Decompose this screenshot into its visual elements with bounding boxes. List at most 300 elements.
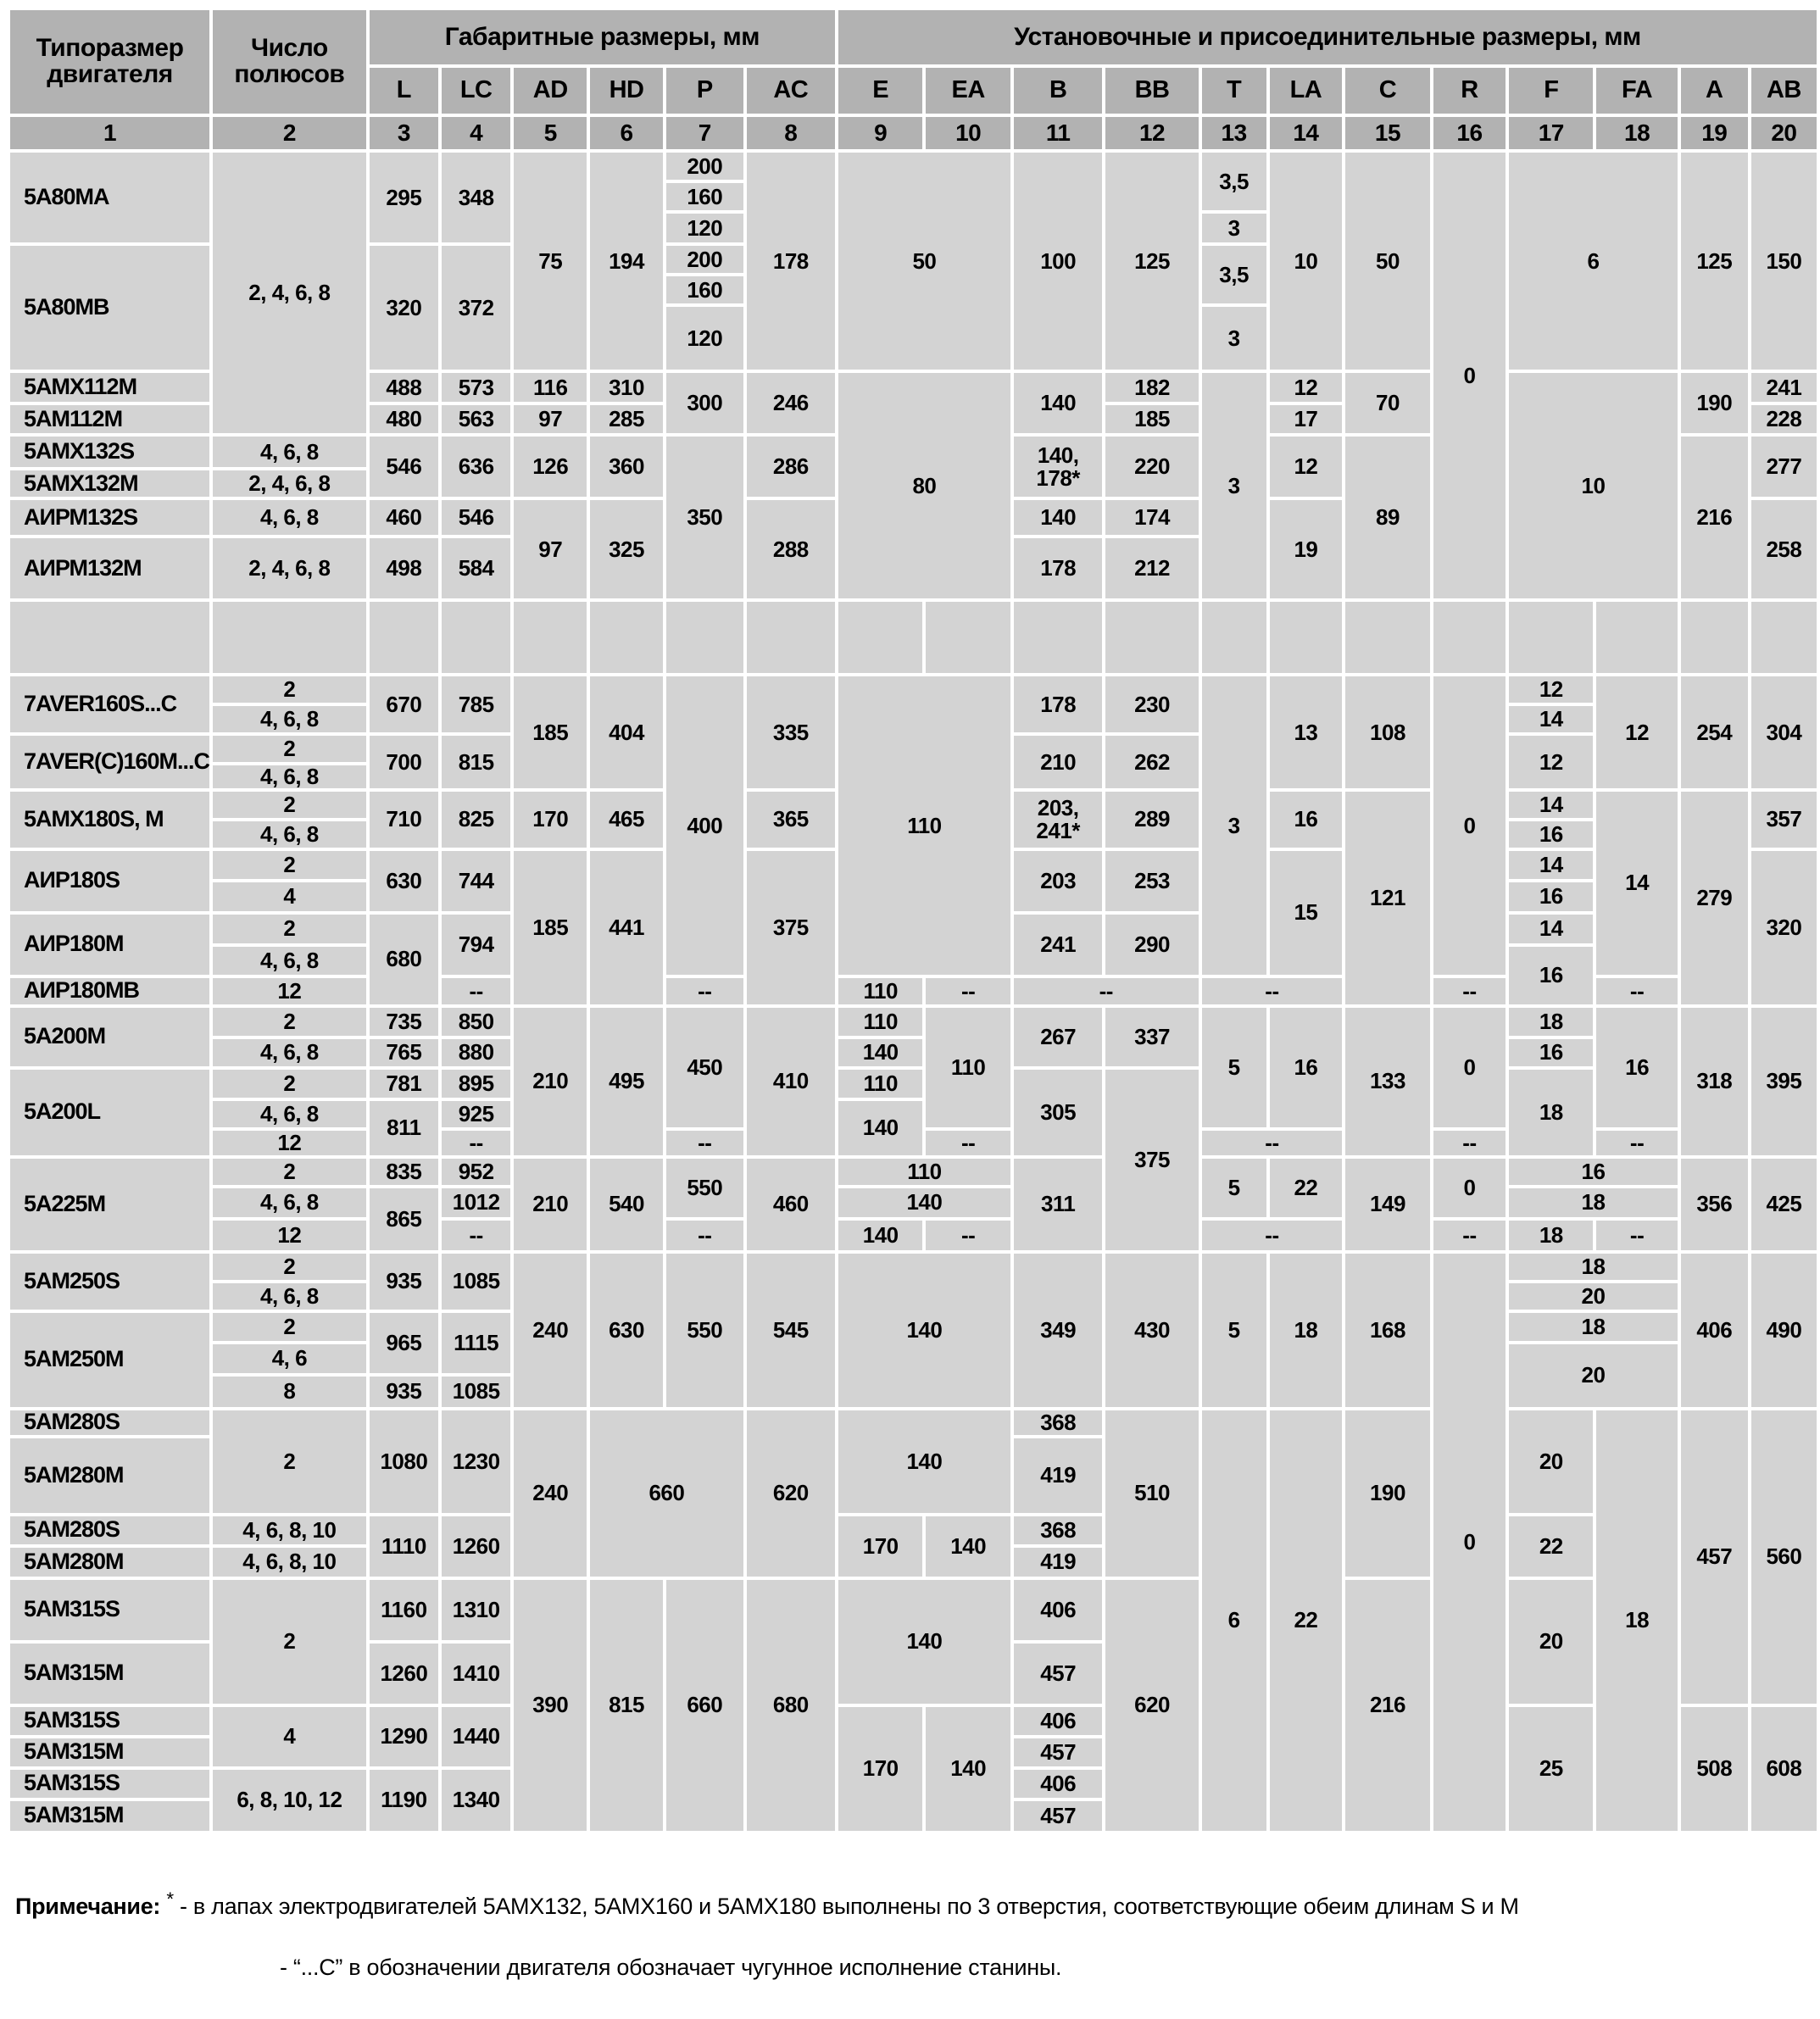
value-cell: 178: [747, 153, 835, 370]
value-cell: 785: [442, 676, 510, 732]
value-cell: 1230: [442, 1410, 510, 1513]
header-number-9: 9: [838, 117, 922, 149]
value-cell: 0: [1433, 1159, 1506, 1217]
value-cell: 360: [590, 437, 663, 497]
table-row: [10, 1070, 1817, 1098]
value-cell: 150: [1751, 153, 1817, 370]
motor-type-cell: 5А80МВ: [10, 246, 209, 370]
header-number-13: 13: [1202, 117, 1266, 149]
motor-type-cell: 5АМ280S: [10, 1410, 209, 1435]
value-cell: 3: [1202, 676, 1266, 975]
value-cell: 140: [926, 1707, 1010, 1831]
value-cell: 126: [514, 437, 587, 497]
value-cell: 2, 4, 6, 8: [213, 470, 366, 497]
value-cell: [1509, 602, 1593, 673]
value-cell: 285: [590, 405, 663, 433]
value-cell: 0: [1433, 1254, 1506, 1831]
header-number-2: 2: [213, 117, 366, 149]
value-cell: 50: [1345, 153, 1429, 370]
value-cell: --: [1433, 978, 1506, 1004]
value-cell: 5: [1202, 1159, 1266, 1217]
value-cell: 457: [1014, 1644, 1103, 1704]
value-cell: [747, 602, 835, 673]
value-cell: 89: [1345, 437, 1429, 598]
value-cell: 70: [1345, 373, 1429, 433]
value-cell: [1751, 602, 1817, 673]
value-cell: 375: [747, 851, 835, 1004]
value-cell: 12: [1270, 437, 1343, 497]
value-cell: 350: [666, 437, 743, 598]
header-number-3: 3: [370, 117, 438, 149]
table-row: [10, 602, 1817, 673]
motor-type-cell: 7AVER160S...C: [10, 676, 209, 732]
value-cell: 22: [1509, 1516, 1593, 1577]
value-cell: 1115: [442, 1313, 510, 1373]
value-cell: 700: [370, 736, 438, 788]
value-cell: [666, 602, 743, 673]
table-row: [10, 1254, 1817, 1280]
value-cell: 170: [838, 1707, 922, 1831]
value-cell: 241: [1751, 373, 1817, 402]
value-cell: 220: [1105, 437, 1198, 497]
value-cell: 6: [1202, 1410, 1266, 1831]
header-letter-A: A: [1681, 68, 1748, 114]
value-cell: 160: [666, 276, 743, 303]
value-cell: 490: [1751, 1254, 1817, 1407]
motor-type-cell: 5А225М: [10, 1159, 209, 1250]
value-cell: 620: [1105, 1580, 1198, 1831]
value-cell: 286: [747, 437, 835, 497]
value-cell: 200: [666, 153, 743, 180]
value-cell: 267: [1014, 1008, 1103, 1066]
value-cell: 1260: [442, 1516, 510, 1577]
header-letter-AD: AD: [514, 68, 587, 114]
motor-type-cell: 5А80МА: [10, 153, 209, 242]
header-number-17: 17: [1509, 117, 1593, 149]
value-cell: 212: [1105, 538, 1198, 598]
value-cell: 14: [1509, 915, 1593, 943]
value-cell: 1340: [442, 1770, 510, 1831]
header-letter-R: R: [1433, 68, 1506, 114]
value-cell: 835: [370, 1159, 438, 1185]
value-cell: 5: [1202, 1254, 1266, 1407]
motor-type-cell: 5АМ112М: [10, 405, 209, 433]
table-row: [10, 1516, 1817, 1544]
value-cell: 560: [1751, 1410, 1817, 1704]
value-cell: --: [442, 1131, 510, 1155]
value-cell: 965: [370, 1313, 438, 1373]
value-cell: 450: [666, 1008, 743, 1127]
value-cell: 325: [590, 500, 663, 598]
motor-type-cell: АИР180S: [10, 851, 209, 911]
value-cell: [1202, 602, 1266, 673]
value-cell: 4, 6, 8, 10: [213, 1548, 366, 1577]
value-cell: [590, 602, 663, 673]
value-cell: 460: [370, 500, 438, 535]
value-cell: 190: [1345, 1410, 1429, 1577]
header-letter-FA: FA: [1596, 68, 1677, 114]
header-number-16: 16: [1433, 117, 1506, 149]
value-cell: --: [666, 978, 743, 1004]
value-cell: 404: [590, 676, 663, 788]
value-cell: 140, 178*: [1014, 437, 1103, 497]
footnote-star: *: [166, 1888, 174, 1910]
value-cell: 18: [1509, 1313, 1678, 1341]
header-number-10: 10: [926, 117, 1010, 149]
value-cell: [1270, 602, 1343, 673]
value-cell: 3: [1202, 307, 1266, 370]
value-cell: 400: [666, 676, 743, 975]
value-cell: 216: [1681, 437, 1748, 598]
value-cell: 2: [213, 851, 366, 879]
header-number-8: 8: [747, 117, 835, 149]
value-cell: 4: [213, 882, 366, 911]
value-cell: 744: [442, 851, 510, 911]
value-cell: 320: [1751, 851, 1817, 1004]
value-cell: 14: [1509, 792, 1593, 818]
value-cell: 15: [1270, 851, 1343, 975]
value-cell: 12: [213, 1221, 366, 1250]
value-cell: 2: [213, 915, 366, 943]
value-cell: 14: [1509, 706, 1593, 732]
value-cell: 2, 4, 6, 8: [213, 538, 366, 598]
value-cell: 1440: [442, 1707, 510, 1766]
header-group-dims: Габаритные размеры, мм: [370, 10, 835, 64]
value-cell: 395: [1751, 1008, 1817, 1155]
motor-type-cell: 5АМХ132М: [10, 470, 209, 497]
value-cell: 120: [666, 214, 743, 242]
value-cell: 305: [1014, 1070, 1103, 1155]
value-cell: 12: [1270, 373, 1343, 402]
motor-type-cell: АИРМ132S: [10, 500, 209, 535]
value-cell: 16: [1509, 947, 1593, 1004]
motor-type-cell: АИР180М: [10, 915, 209, 975]
value-cell: 2: [213, 1580, 366, 1704]
value-cell: 210: [514, 1159, 587, 1250]
value-cell: 441: [590, 851, 663, 1004]
header-number-19: 19: [1681, 117, 1748, 149]
value-cell: 8: [213, 1377, 366, 1407]
value-cell: 546: [370, 437, 438, 497]
value-cell: 1110: [370, 1516, 438, 1577]
value-cell: 735: [370, 1008, 438, 1036]
value-cell: 290: [1105, 915, 1198, 975]
value-cell: 498: [370, 538, 438, 598]
value-cell: 1310: [442, 1580, 510, 1640]
value-cell: 2, 4, 6, 8: [213, 153, 366, 433]
value-cell: 16: [1509, 821, 1593, 848]
value-cell: 140: [838, 1039, 922, 1066]
value-cell: --: [1433, 1221, 1506, 1250]
value-cell: 460: [747, 1159, 835, 1250]
value-cell: [213, 602, 366, 673]
value-cell: 230: [1105, 676, 1198, 732]
value-cell: 815: [590, 1580, 663, 1831]
footnote-text-1: - в лапах электродвигателей 5АМХ132, 5АМХ160 и 5АМХ180 выполнены по 3 отверстия, соответствующие обеим длинам S и М: [180, 1894, 1519, 1919]
value-cell: 228: [1751, 405, 1817, 433]
value-cell: 25: [1509, 1707, 1593, 1831]
value-cell: 6, 8, 10, 12: [213, 1770, 366, 1831]
value-cell: --: [1596, 978, 1677, 1004]
value-cell: 210: [1014, 736, 1103, 788]
value-cell: 121: [1345, 792, 1429, 1004]
header-number-1: 1: [10, 117, 209, 149]
value-cell: 108: [1345, 676, 1429, 788]
value-cell: 241: [1014, 915, 1103, 975]
value-cell: 765: [370, 1039, 438, 1066]
dimensions-table-container: [7, 7, 1820, 1834]
header-number-11: 11: [1014, 117, 1103, 149]
value-cell: 4, 6: [213, 1344, 366, 1373]
value-cell: 311: [1014, 1159, 1103, 1250]
value-cell: 781: [370, 1070, 438, 1098]
header-letter-T: T: [1202, 68, 1266, 114]
value-cell: --: [1433, 1131, 1506, 1155]
value-cell: 4, 6, 8: [213, 1039, 366, 1066]
value-cell: 5: [1202, 1008, 1266, 1127]
value-cell: [1596, 602, 1677, 673]
value-cell: [1681, 602, 1748, 673]
value-cell: 375: [1105, 1070, 1198, 1250]
value-cell: --: [1596, 1131, 1677, 1155]
value-cell: 430: [1105, 1254, 1198, 1407]
value-cell: 110: [838, 1159, 1010, 1185]
value-cell: 4, 6, 8: [213, 1283, 366, 1310]
value-cell: 19: [1270, 500, 1343, 598]
value-cell: --: [1202, 1221, 1343, 1250]
value-cell: 368: [1014, 1410, 1103, 1435]
table-row: [10, 1410, 1817, 1435]
value-cell: 240: [514, 1254, 587, 1407]
value-cell: 794: [442, 915, 510, 975]
value-cell: 20: [1509, 1410, 1593, 1513]
value-cell: 0: [1433, 153, 1506, 598]
value-cell: 4: [213, 1707, 366, 1766]
value-cell: 419: [1014, 1438, 1103, 1513]
value-cell: 262: [1105, 736, 1198, 788]
value-cell: 495: [590, 1008, 663, 1155]
value-cell: 508: [1681, 1707, 1748, 1831]
motor-type-cell: 5АМ280М: [10, 1438, 209, 1513]
value-cell: [10, 602, 209, 673]
value-cell: 935: [370, 1377, 438, 1407]
value-cell: 406: [1681, 1254, 1748, 1407]
value-cell: 110: [926, 1008, 1010, 1127]
value-cell: 348: [442, 153, 510, 242]
value-cell: 952: [442, 1159, 510, 1185]
motor-type-cell: 5АМ315М: [10, 1801, 209, 1831]
value-cell: 6: [1509, 153, 1678, 370]
header-number-12: 12: [1105, 117, 1198, 149]
value-cell: 185: [514, 676, 587, 788]
value-cell: [1345, 602, 1429, 673]
value-cell: 318: [1681, 1008, 1748, 1155]
value-cell: 895: [442, 1070, 510, 1098]
value-cell: 620: [747, 1410, 835, 1577]
value-cell: 2: [213, 1159, 366, 1185]
value-cell: 4, 6, 8: [213, 500, 366, 535]
value-cell: 1080: [370, 1410, 438, 1513]
value-cell: 390: [514, 1580, 587, 1831]
value-cell: 1085: [442, 1254, 510, 1310]
value-cell: 425: [1751, 1159, 1817, 1250]
value-cell: 2: [213, 792, 366, 818]
motor-dimensions-table: [7, 7, 1820, 1834]
value-cell: 14: [1509, 851, 1593, 879]
value-cell: 17: [1270, 405, 1343, 433]
value-cell: 419: [1014, 1548, 1103, 1577]
value-cell: 465: [590, 792, 663, 848]
value-cell: 210: [514, 1008, 587, 1155]
value-cell: 240: [514, 1410, 587, 1577]
value-cell: 563: [442, 405, 510, 433]
motor-type-cell: 5АМ280S: [10, 1516, 209, 1544]
motor-type-cell: 5А200L: [10, 1070, 209, 1155]
value-cell: 16: [1270, 792, 1343, 848]
value-cell: 4, 6, 8: [213, 947, 366, 975]
value-cell: 3: [1202, 214, 1266, 242]
value-cell: [1014, 602, 1103, 673]
header-number-7: 7: [666, 117, 743, 149]
value-cell: 12: [213, 1131, 366, 1155]
header-number-18: 18: [1596, 117, 1677, 149]
value-cell: 140: [1014, 500, 1103, 535]
motor-type-cell: АИРМ132М: [10, 538, 209, 598]
value-cell: 4, 6, 8: [213, 1101, 366, 1127]
value-cell: [1105, 602, 1198, 673]
value-cell: 216: [1345, 1580, 1429, 1831]
value-cell: --: [442, 978, 510, 1004]
header-letter-AB: AB: [1751, 68, 1817, 114]
motor-type-cell: 5АМ315М: [10, 1644, 209, 1704]
value-cell: 4, 6, 8, 10: [213, 1516, 366, 1544]
value-cell: 170: [514, 792, 587, 848]
value-cell: 372: [442, 246, 510, 370]
value-cell: 125: [1681, 153, 1748, 370]
value-cell: 4, 6, 8: [213, 1188, 366, 1217]
value-cell: [838, 602, 922, 673]
value-cell: 50: [838, 153, 1010, 370]
value-cell: 140: [1014, 373, 1103, 433]
header-group-mount: Установочные и присоединительные размеры, мм: [838, 10, 1817, 64]
table-row: [10, 1188, 1817, 1217]
value-cell: 140: [838, 1101, 922, 1155]
value-cell: 20: [1509, 1344, 1678, 1407]
value-cell: 18: [1509, 1008, 1593, 1036]
value-cell: [1433, 602, 1506, 673]
table-row: [10, 1580, 1817, 1640]
value-cell: 289: [1105, 792, 1198, 848]
motor-type-cell: 5АМХ132S: [10, 437, 209, 467]
value-cell: 194: [590, 153, 663, 370]
value-cell: --: [1202, 978, 1343, 1004]
value-cell: 22: [1270, 1410, 1343, 1831]
value-cell: 365: [747, 792, 835, 848]
value-cell: 1190: [370, 1770, 438, 1831]
value-cell: 110: [838, 978, 922, 1004]
value-cell: 18: [1596, 1410, 1677, 1831]
value-cell: 18: [1509, 1254, 1678, 1280]
value-cell: 670: [370, 676, 438, 732]
value-cell: 97: [514, 500, 587, 598]
value-cell: 2: [213, 1070, 366, 1098]
value-cell: 660: [590, 1410, 743, 1577]
value-cell: 680: [747, 1580, 835, 1831]
value-cell: 815: [442, 736, 510, 788]
value-cell: 12: [1509, 736, 1593, 788]
header-number-6: 6: [590, 117, 663, 149]
value-cell: 203, 241*: [1014, 792, 1103, 848]
motor-type-cell: 5АМХ180S, М: [10, 792, 209, 848]
motor-type-cell: 5АМ315S: [10, 1580, 209, 1640]
motor-type-cell: 7AVER(C)160M...C: [10, 736, 209, 788]
header-letter-EA: EA: [926, 68, 1010, 114]
value-cell: 258: [1751, 500, 1817, 598]
value-cell: 3: [1202, 373, 1266, 598]
value-cell: 100: [1014, 153, 1103, 370]
value-cell: 510: [1105, 1410, 1198, 1577]
value-cell: 4, 6, 8: [213, 706, 366, 732]
motor-type-cell: 5АМ315S: [10, 1707, 209, 1735]
value-cell: 253: [1105, 851, 1198, 911]
value-cell: 18: [1270, 1254, 1343, 1407]
header-number-14: 14: [1270, 117, 1343, 149]
value-cell: 110: [838, 1008, 922, 1036]
value-cell: 406: [1014, 1580, 1103, 1640]
value-cell: 457: [1014, 1738, 1103, 1766]
value-cell: 935: [370, 1254, 438, 1310]
value-cell: 75: [514, 153, 587, 370]
value-cell: 811: [370, 1101, 438, 1155]
value-cell: 140: [838, 1188, 1010, 1217]
value-cell: 636: [442, 437, 510, 497]
header-letter-LC: LC: [442, 68, 510, 114]
value-cell: 168: [1345, 1254, 1429, 1407]
value-cell: 16: [1270, 1008, 1343, 1127]
value-cell: 20: [1509, 1283, 1678, 1310]
value-cell: 1290: [370, 1707, 438, 1766]
value-cell: --: [926, 1221, 1010, 1250]
value-cell: [514, 602, 587, 673]
value-cell: 18: [1509, 1070, 1593, 1155]
motor-type-cell: 5АМ280М: [10, 1548, 209, 1577]
value-cell: 925: [442, 1101, 510, 1127]
value-cell: 825: [442, 792, 510, 848]
motor-type-cell: АИР180МВ: [10, 978, 209, 1004]
motor-type-cell: 5АМХ112М: [10, 373, 209, 402]
value-cell: 488: [370, 373, 438, 402]
table-row: [10, 1008, 1817, 1036]
value-cell: 630: [370, 851, 438, 911]
value-cell: 304: [1751, 676, 1817, 788]
value-cell: 545: [747, 1254, 835, 1407]
value-cell: 3,5: [1202, 246, 1266, 303]
value-cell: 457: [1681, 1410, 1748, 1704]
value-cell: 110: [838, 1070, 922, 1098]
value-cell: 3,5: [1202, 153, 1266, 210]
motor-type-cell: 5АМ315S: [10, 1770, 209, 1798]
value-cell: 880: [442, 1039, 510, 1066]
table-row: [10, 1039, 1817, 1066]
value-cell: 140: [838, 1254, 1010, 1407]
value-cell: 0: [1433, 1008, 1506, 1127]
value-cell: 16: [1509, 1039, 1593, 1066]
table-row: [10, 1221, 1817, 1250]
value-cell: 182: [1105, 373, 1198, 402]
value-cell: 680: [370, 915, 438, 1004]
table-row: [10, 676, 1817, 703]
value-cell: 20: [1509, 1580, 1593, 1704]
